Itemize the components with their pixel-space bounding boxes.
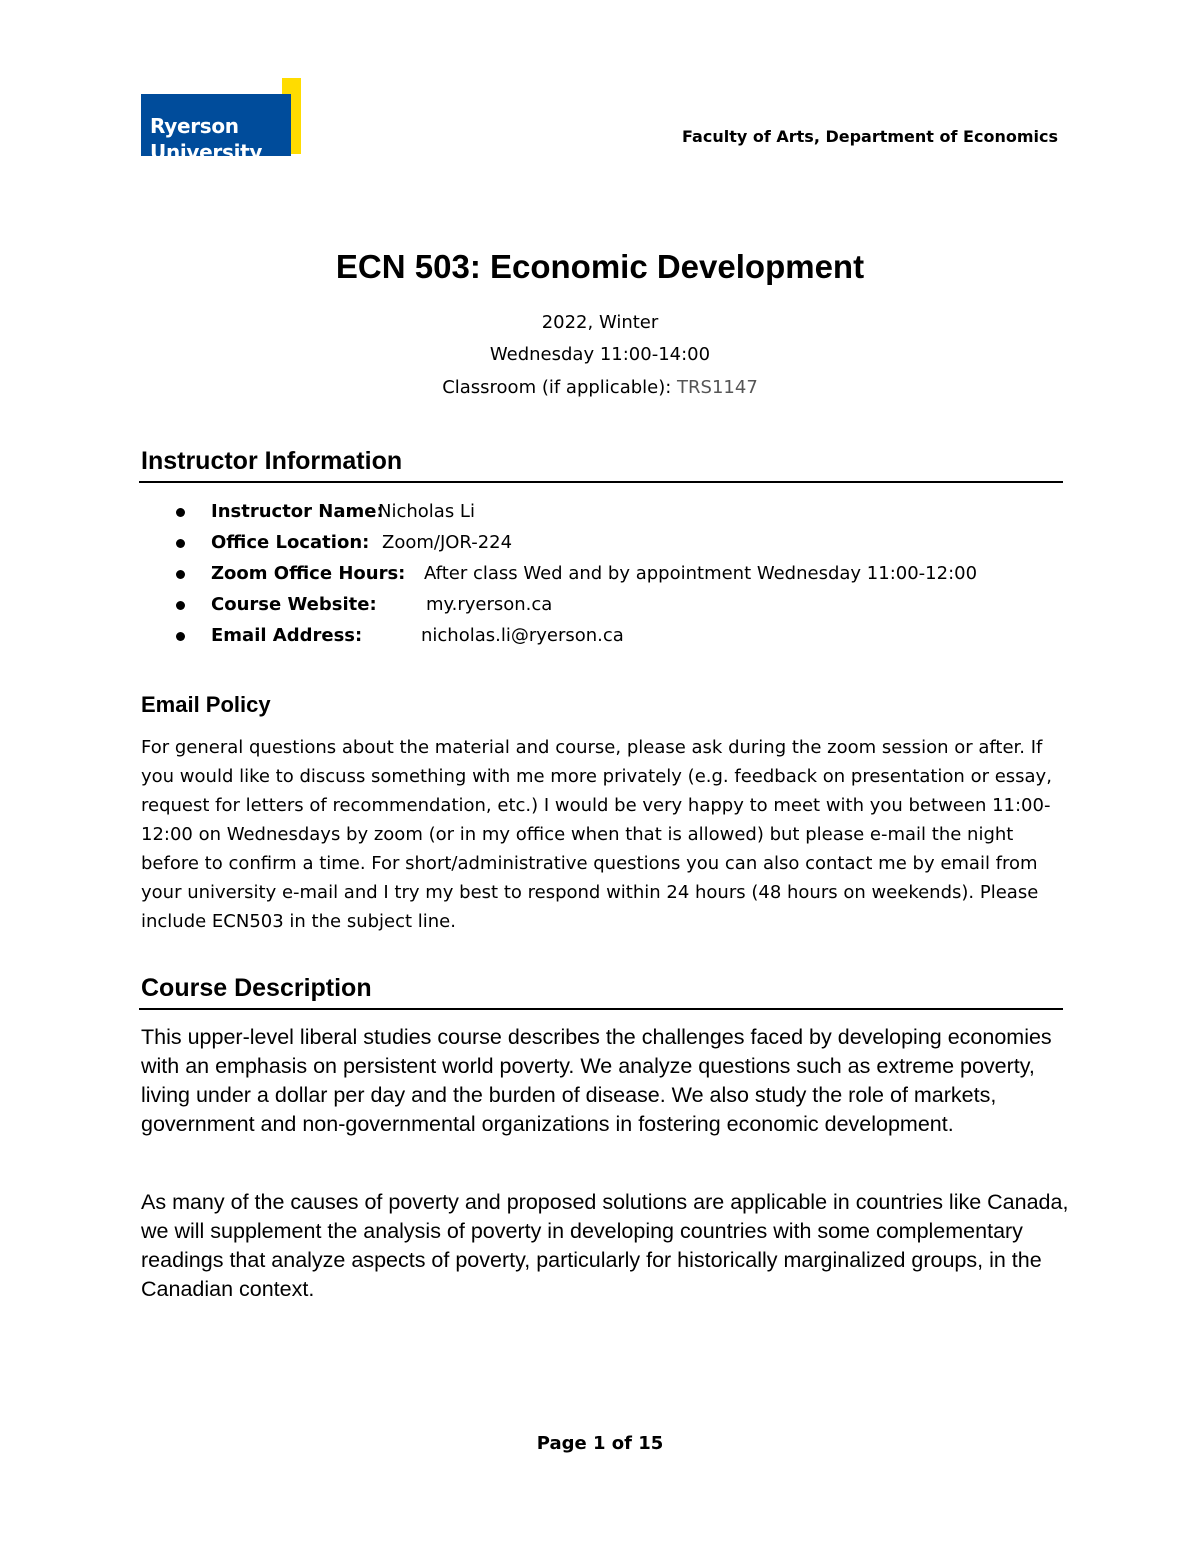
course-description-divider	[139, 1008, 1063, 1010]
classroom-label: Classroom (if applicable):	[442, 377, 672, 398]
list-item	[176, 498, 1076, 529]
list-item	[176, 591, 1076, 622]
course-description-paragraph-2: As many of the causes of poverty and proposed solutions are applicable in countries like Canada, we will supplement the analysis of poverty in developing countries with some complementary readings that analyze aspects of poverty, particularly for historically marginalized groups, in the Canadian context.	[141, 1190, 1069, 1301]
info-label: Office Location:	[211, 532, 370, 553]
course-schedule: Wednesday 11:00-14:00	[489, 344, 711, 365]
email-policy-text: For general questions about the material and course, please ask during the zoom session or after. If you would like to discuss something with me more privately (e.g. feedback on presentation or essay, request for letters of recommendation, etc.) I would be very happy to meet with you between 11:00-12:00 on Wednesdays by zoom (or in my office when that is allowed) but please e-mail the night before to confirm a time. For short/administrative questions you can also contact me by email from your university e-mail and I try my best to respond within 24 hours (48 hours on weekends). Please include ECN503 in the subject line.	[141, 737, 1052, 932]
info-label: Zoom Office Hours:	[211, 563, 406, 584]
course-description-heading: Course Description	[141, 974, 372, 1002]
bullet-icon	[176, 508, 185, 517]
email-policy-heading: Email Policy	[141, 692, 271, 717]
bullet-icon	[176, 601, 185, 610]
page-number: Page 1 of 15	[536, 1433, 664, 1454]
bullet-icon	[176, 632, 185, 641]
classroom-value: TRS1147	[677, 377, 758, 398]
university-logo	[141, 78, 303, 164]
list-item	[176, 529, 1076, 560]
course-term: 2022, Winter	[541, 312, 659, 333]
info-label: Email Address:	[211, 625, 363, 646]
info-value[interactable]: my.ryerson.ca	[426, 594, 553, 615]
instructor-info-list	[176, 498, 1076, 653]
logo-line-2: University	[150, 140, 263, 164]
bullet-icon	[176, 539, 185, 548]
info-value: After class Wed and by appointment Wednesday 11:00-12:00	[424, 563, 978, 584]
info-label: Course Website:	[211, 594, 377, 615]
logo-line-1: Ryerson	[150, 114, 239, 138]
course-description-paragraph-1: This upper-level liberal studies course describes the challenges faced by developing economies with an emphasis on persistent world poverty. We analyze questions such as extreme poverty, living under a dollar per day and the burden of disease. We also study the role of markets, government and non-governmental organizations in fostering economic development.	[141, 1025, 1052, 1136]
bullet-icon	[176, 570, 185, 579]
course-title: ECN 503: Economic Development	[335, 248, 865, 285]
logo-blue-block	[141, 94, 291, 164]
faculty-header: Faculty of Arts, Department of Economics	[682, 127, 1058, 146]
instructor-heading: Instructor Information	[141, 447, 403, 475]
info-label: Instructor Name:	[211, 501, 384, 522]
instructor-divider	[139, 481, 1063, 483]
info-value: Zoom/JOR-224	[382, 532, 513, 553]
info-value: Nicholas Li	[378, 501, 475, 522]
list-item	[176, 622, 1076, 653]
list-item	[176, 560, 1076, 591]
info-value[interactable]: nicholas.li@ryerson.ca	[421, 625, 624, 646]
course-classroom	[0, 377, 1200, 398]
